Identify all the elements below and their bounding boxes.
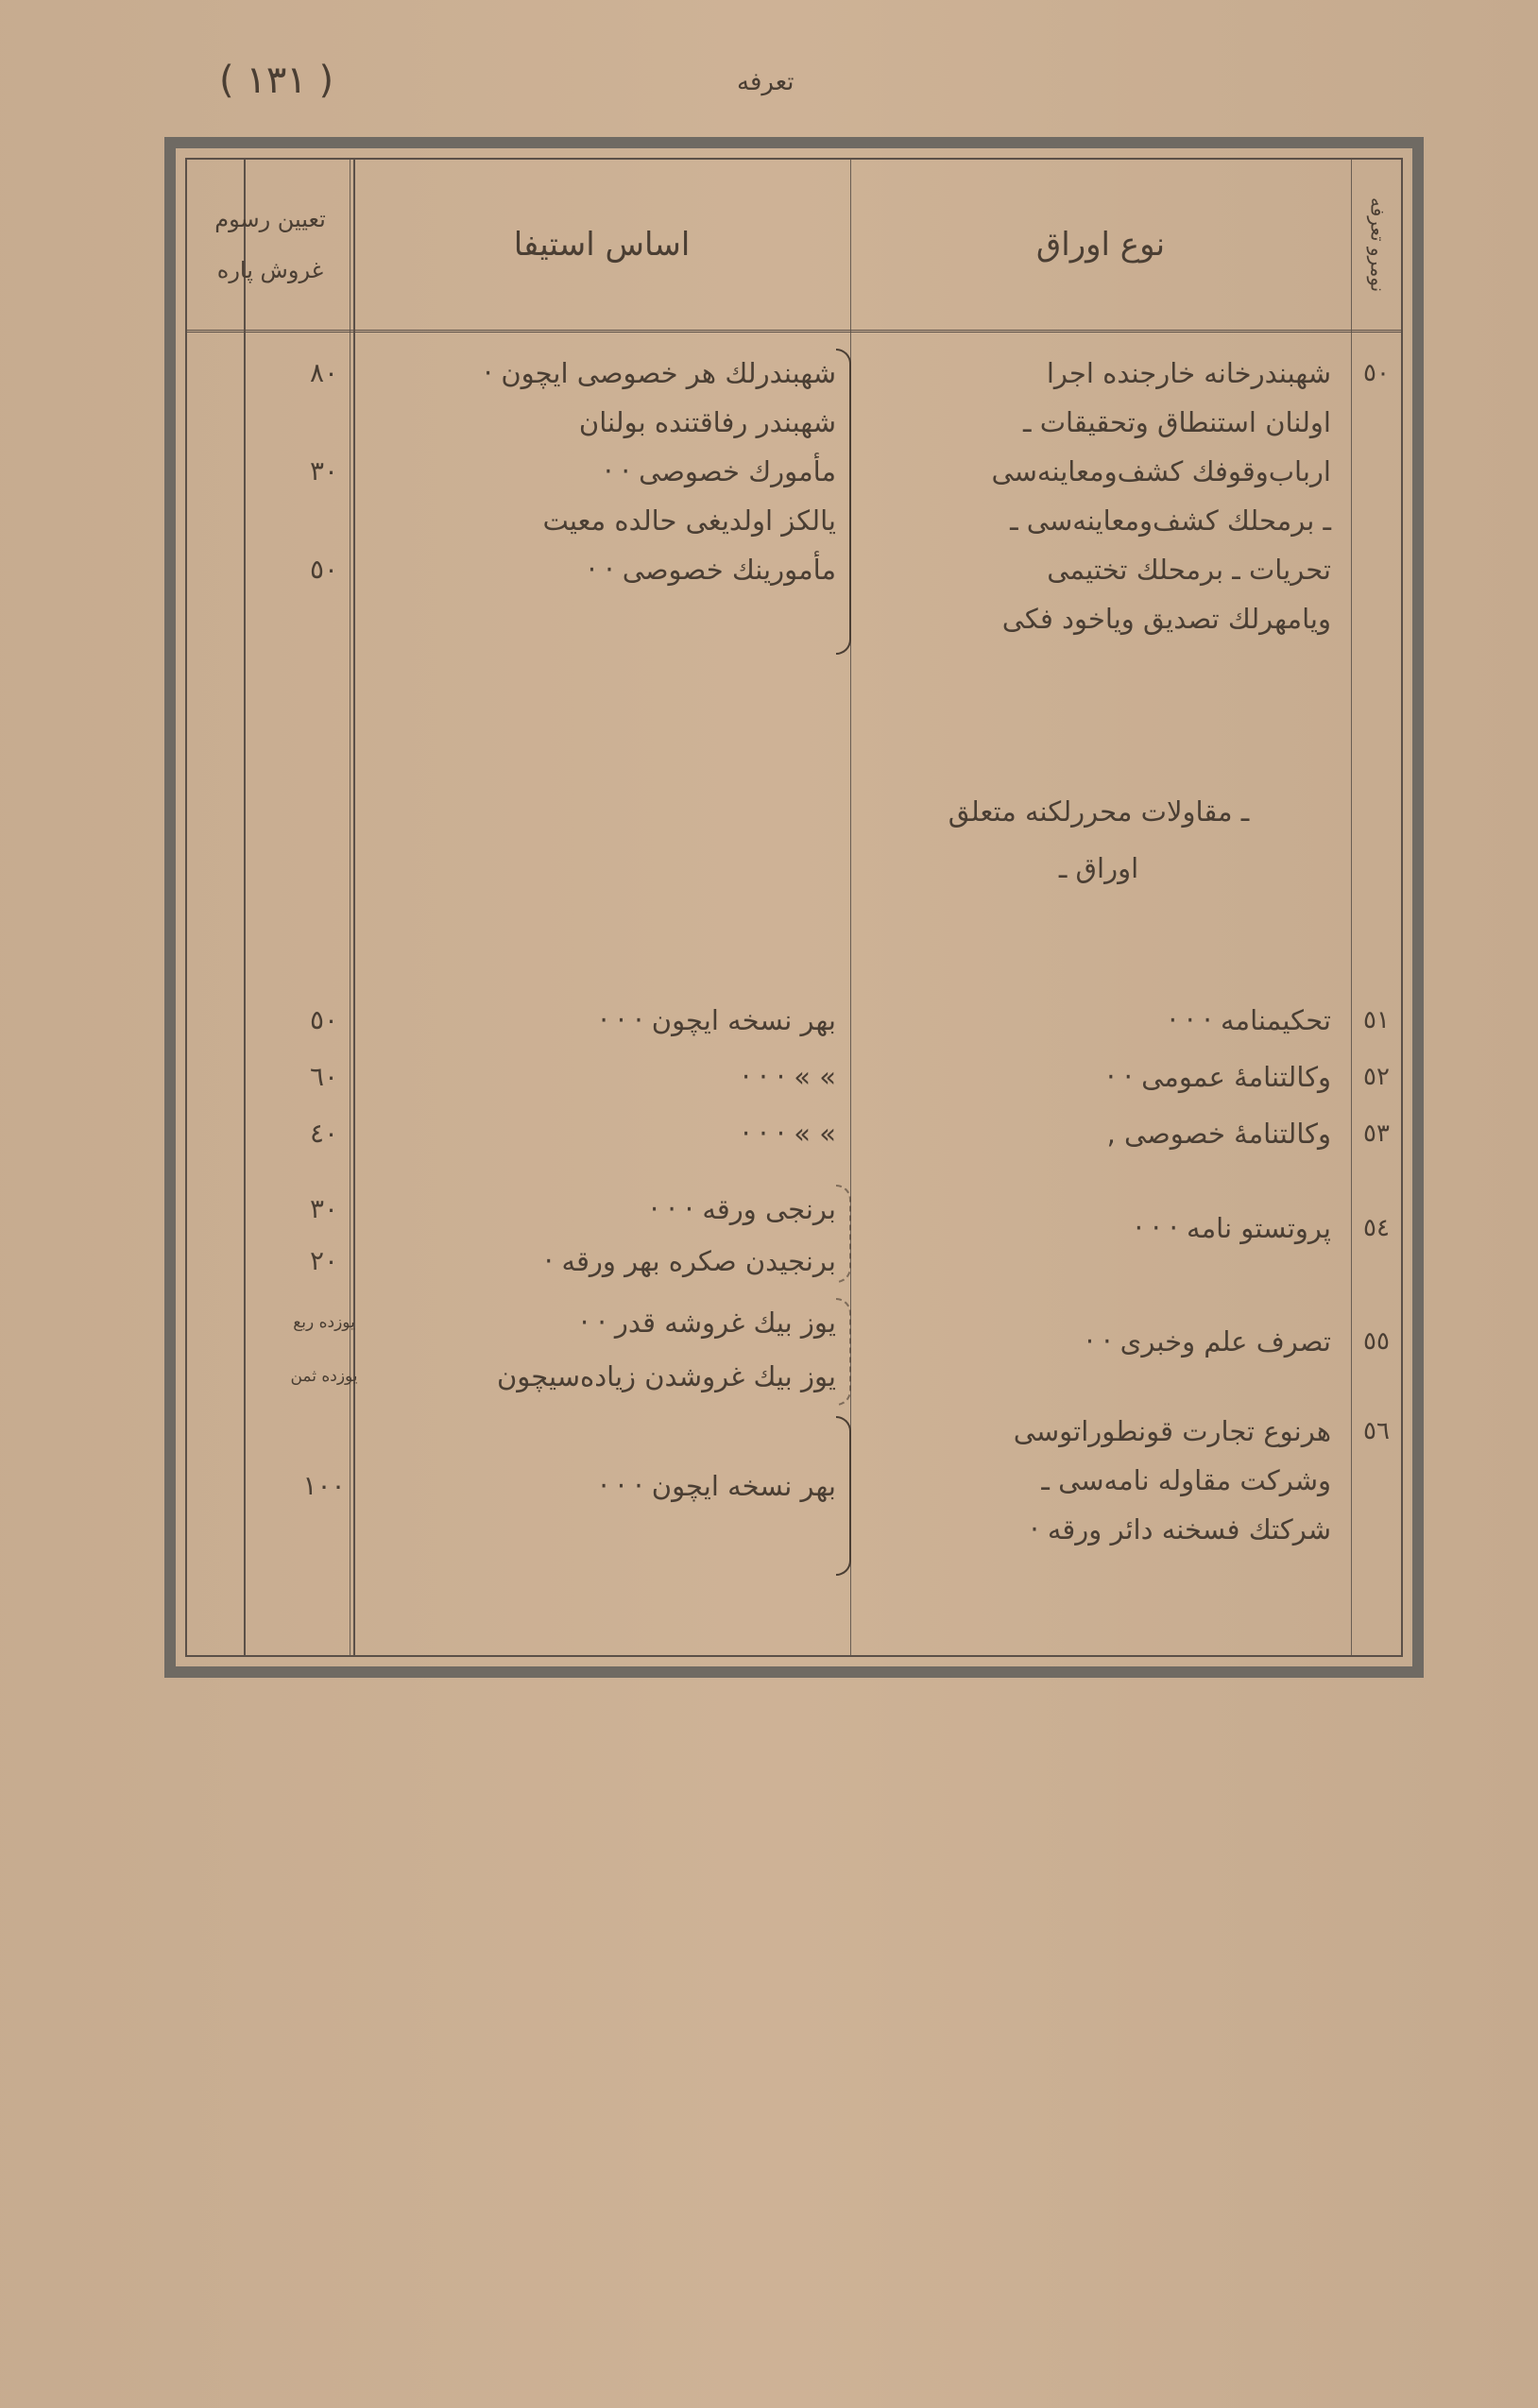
amount-kurus: ٨٠ <box>309 357 339 388</box>
row-number: ٥٠ <box>1363 359 1390 387</box>
amount-kurus: يوزده ربع <box>293 1313 355 1332</box>
basis-cell: برنجى ورقه · · · <box>650 1193 836 1225</box>
header-tariff-number: نومرو تعرفه <box>1366 196 1390 293</box>
tariff-table-frame <box>164 137 1424 1678</box>
table-row-53 <box>187 1109 1401 1158</box>
row-number: ٥١ <box>1363 1006 1390 1034</box>
basis-cell: » » · · · <box>741 1118 836 1150</box>
text-line: اولنان استنطاق وتحقيقات ـ <box>1023 406 1331 438</box>
basis-cell: بهر نسخه ايچون · · · <box>599 1004 836 1036</box>
basis-cell <box>352 349 853 594</box>
row-number: ٥٣ <box>1363 1119 1390 1148</box>
text-line: مأمورك خصوصى · · <box>604 455 836 487</box>
table-row-54b <box>187 1237 1401 1286</box>
text-line: وشركت مقاوله نامه‌سى ـ <box>1041 1464 1331 1496</box>
text-line: يالكز اولديغى حالده معيت <box>542 504 836 537</box>
text-line: ويامهرلك تصديق وياخود فكى <box>1001 603 1331 635</box>
document-type-cell: وكالتنامهٔ خصوصى , <box>1106 1118 1331 1150</box>
document-type-cell <box>853 1407 1344 1554</box>
section-heading <box>853 783 1344 897</box>
table-row-56 <box>187 1407 1401 1567</box>
text-line: شركتك فسخنه دائر ورقه · <box>1030 1513 1331 1546</box>
section-heading-line: ـ مقاولات محررلكنه متعلق <box>948 795 1250 828</box>
text-line: ارباب‌وقوفك كشف‌ومعاينه‌سى <box>991 455 1331 487</box>
header-basis: اساس استيفا <box>513 226 691 264</box>
document-type-cell <box>853 349 1344 643</box>
header-fee-line2: غروش پاره <box>216 257 324 283</box>
header-fee-line1: تعيين رسوم <box>214 206 326 232</box>
basis-cell: » » · · · <box>741 1061 836 1093</box>
basis-cell: بهر نسخه ايچون · · · <box>599 1470 836 1502</box>
table-row-55b <box>187 1352 1401 1401</box>
text-line: هرنوع تجارت قونطوراتوسى <box>1013 1415 1331 1447</box>
table-row-52 <box>187 1052 1401 1102</box>
row-number: ٥٢ <box>1363 1063 1390 1091</box>
amount-kurus: ٥٠ <box>309 554 339 585</box>
table-row-55 <box>187 1298 1401 1358</box>
document-type-cell: پروتستو نامه · · · <box>1134 1212 1331 1244</box>
amount-kurus: ٥٠ <box>309 1004 339 1035</box>
table-row-54 <box>187 1185 1401 1244</box>
amount-kurus: ٦٠ <box>309 1061 339 1092</box>
header-fee <box>187 160 353 330</box>
amount-kurus: ٤٠ <box>309 1118 339 1149</box>
row-number: ٥٥ <box>1363 1327 1390 1356</box>
table-row-50 <box>187 349 1401 660</box>
header-document-type: نوع اوراق <box>1035 226 1166 264</box>
amount-kurus: ٣٠ <box>309 455 339 487</box>
table-row-51 <box>187 996 1401 1045</box>
basis-cell: يوز بيك غروشه قدر · · <box>580 1306 836 1339</box>
basis-cell: برنجيدن صكره بهر ورقه · <box>544 1245 836 1277</box>
header-rule <box>187 330 1401 333</box>
basis-cell: يوز بيك غروشدن زياده‌سيچون <box>496 1360 836 1392</box>
text-line: تحريات ـ برمحلك تختيمى <box>1047 554 1331 586</box>
section-heading-line: اوراق ـ <box>1058 852 1139 884</box>
document-type-cell: وكالتنامهٔ عمومى · · <box>1106 1061 1331 1093</box>
document-type-cell: تحكيمنامه · · · <box>1168 1004 1331 1036</box>
amount-kurus: ١٠٠ <box>302 1470 346 1501</box>
document-type-cell: تصرف علم وخبرى · · <box>1085 1325 1331 1358</box>
text-line: شهبندر رفاقتنده بولنان <box>578 406 836 438</box>
amount-kurus: ٢٠ <box>309 1245 339 1276</box>
amount-kurus: يوزده ثمن <box>290 1367 358 1386</box>
row-number: ٥٤ <box>1363 1214 1390 1242</box>
text-line: مأمورينك خصوصى · · <box>587 554 836 586</box>
page-header <box>0 59 1538 134</box>
page-number: ( ١٣١ ) <box>219 59 334 102</box>
tariff-table <box>185 158 1403 1657</box>
row-number: ٥٦ <box>1363 1417 1390 1445</box>
amount-kurus: ٣٠ <box>309 1193 339 1224</box>
text-line: ـ برمحلك كشف‌ومعاينه‌سى ـ <box>1010 504 1331 537</box>
running-title: تعرفه <box>737 68 795 96</box>
text-line: شهبندرلك هر خصوصى ايچون · <box>483 357 836 389</box>
text-line: شهبندرخانه خارجنده اجرا <box>1046 357 1331 389</box>
